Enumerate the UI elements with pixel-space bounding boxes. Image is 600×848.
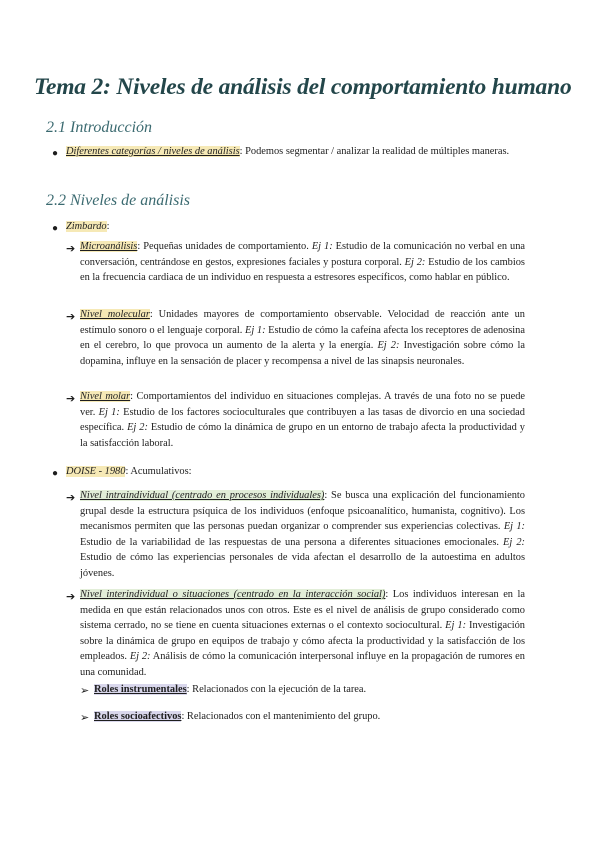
molar-item bbox=[80, 389, 525, 451]
doise-term: DOISE - 1980 bbox=[66, 466, 126, 477]
ej2-text: Análisis de cómo la comunicación interpersonal influye en la propagación de rumores en una comunidad. bbox=[80, 651, 525, 678]
ej1-text: Estudio de la comunicación no verbal en una conversación, centrándose en gestos, expresiones faciales y postura corporal. bbox=[80, 241, 526, 268]
ej1-text: Estudio de los factores socioculturales que contribuyen a las tasas de divorcio en una sociedad específica. bbox=[80, 406, 525, 434]
microanalisis-text: : Pequeñas unidades de comportamiento. bbox=[137, 241, 312, 252]
ej2-text: Estudio de cómo la dinámica de grupo en un entorno de trabajo afecta la productividad y la satisfacción laboral. bbox=[80, 422, 525, 449]
intro-bullet bbox=[66, 144, 524, 160]
ej1-text: Estudio de cómo la cafeína afecta los receptores de adenosina en el cerebro, lo que provoca un aumento de la alerta y la energía. bbox=[80, 324, 525, 352]
ej1-label: Ej 1: bbox=[503, 521, 525, 533]
bullet-icon: ● bbox=[52, 468, 59, 479]
interindividual-term: Nivel interindividual o situaciones (centrado en la interacción social) bbox=[80, 589, 386, 600]
arrow-icon: ➔ bbox=[66, 590, 76, 603]
triangle-icon: ➢ bbox=[80, 711, 90, 724]
ej1-label: Ej 1: bbox=[245, 324, 266, 336]
arrow-icon: ➔ bbox=[66, 310, 76, 323]
ej2-text: Estudio de cómo las experiencias personales de vida afectan el desarrollo de la autoestima en adultos jóvenes. bbox=[80, 552, 525, 579]
zimbardo-colon: : bbox=[106, 221, 110, 232]
interindividual-text: : Los individuos interesan en la medida en que están relacionados unos con otros. Este es el nivel de análisis de grupo considerado como sistema cerrado, no se tiene en cuenta situaciones externas o el contexto sociocultural. bbox=[80, 589, 525, 632]
arrow-icon: ➔ bbox=[66, 392, 76, 405]
molecular-term: Nivel molecular bbox=[80, 309, 150, 320]
molecular-item bbox=[80, 307, 525, 369]
ej2-label: Ej 2: bbox=[377, 340, 400, 352]
intro-text: : Podemos segmentar / analizar la realidad de múltiples maneras. bbox=[239, 146, 510, 157]
roles-instrumentales-item bbox=[94, 682, 524, 698]
doise-bullet bbox=[66, 464, 524, 480]
molecular-text: : Unidades mayores de comportamiento observable. Velocidad de reacción ante un estímulo sonoro o el lenguaje corporal. bbox=[80, 309, 525, 336]
arrow-icon: ➔ bbox=[66, 242, 76, 255]
ej1-label: Ej 1: bbox=[311, 241, 333, 252]
ej2-label: Ej 2: bbox=[503, 536, 525, 548]
bullet-icon: ● bbox=[52, 148, 59, 159]
section-heading-niveles: 2.2 Niveles de análisis bbox=[46, 192, 190, 209]
ej2-text: Estudio de los cambios en la frecuencia cardiaca de un individuo en respuesta a estresores específicos, como hablar en público. bbox=[80, 256, 525, 284]
doise-text: : Acumulativos: bbox=[125, 466, 192, 477]
ej1-label: Ej 1: bbox=[98, 406, 120, 418]
bullet-icon: ● bbox=[52, 223, 59, 234]
intraindividual-term: Nivel intraindividual (centrado en procesos individuales) bbox=[80, 490, 325, 501]
intraindividual-text: : Se busca una explicación del funcionamiento grupal desde la estructura psíquica de los individuos (enfoque psicoanalítico, humanista, cognitivo). Los mecanismos permiten que las personas puedan organizar o comprender sus experiencias colectivas. bbox=[80, 490, 525, 533]
microanalisis-item bbox=[80, 239, 525, 286]
zimbardo-term: Zimbardo bbox=[66, 221, 107, 232]
molar-text: : Comportamientos del individuo en situaciones complejas. A través de una foto no se puede ver. bbox=[80, 391, 525, 418]
ej2-label: Ej 2: bbox=[129, 651, 151, 663]
interindividual-item bbox=[80, 587, 525, 681]
roles-socioafectivos-text: : Relacionados con el mantenimiento del grupo. bbox=[181, 711, 381, 722]
roles-socioafectivos-item bbox=[94, 709, 524, 725]
roles-instrumentales-term: Roles instrumentales bbox=[94, 684, 187, 695]
intraindividual-item bbox=[80, 488, 525, 582]
page-title: Tema 2: Niveles de análisis del comportamiento humano bbox=[34, 74, 572, 100]
ej1-text: Estudio de la variabilidad de las respuestas de una persona a diferentes situaciones emocionales. bbox=[80, 536, 504, 548]
ej1-text: Investigación sobre la dinámica de grupo en equipos de trabajo y cómo afecta la productividad y la satisfacción de los empleados. bbox=[80, 620, 525, 663]
ej2-text: Investigación sobre cómo la dopamina, influye en la sensación de placer y recompensa a nivel de las sinapsis neuronales. bbox=[80, 340, 525, 367]
ej2-label: Ej 2: bbox=[404, 256, 426, 268]
arrow-icon: ➔ bbox=[66, 491, 76, 504]
zimbardo-bullet bbox=[66, 219, 524, 235]
roles-socioafectivos-term: Roles socioafectivos bbox=[94, 711, 182, 722]
triangle-icon: ➢ bbox=[80, 684, 90, 697]
categories-term: Diferentes categorías / niveles de análisis bbox=[66, 146, 240, 157]
molar-term: Nivel molar bbox=[80, 391, 131, 402]
microanalisis-term: Microanálisis bbox=[80, 241, 138, 252]
ej2-label: Ej 2: bbox=[127, 422, 148, 434]
ej1-label: Ej 1: bbox=[445, 620, 467, 632]
section-heading-introduccion: 2.1 Introducción bbox=[46, 119, 153, 136]
roles-instrumentales-text: : Relacionados con la ejecución de la tarea. bbox=[186, 684, 367, 695]
